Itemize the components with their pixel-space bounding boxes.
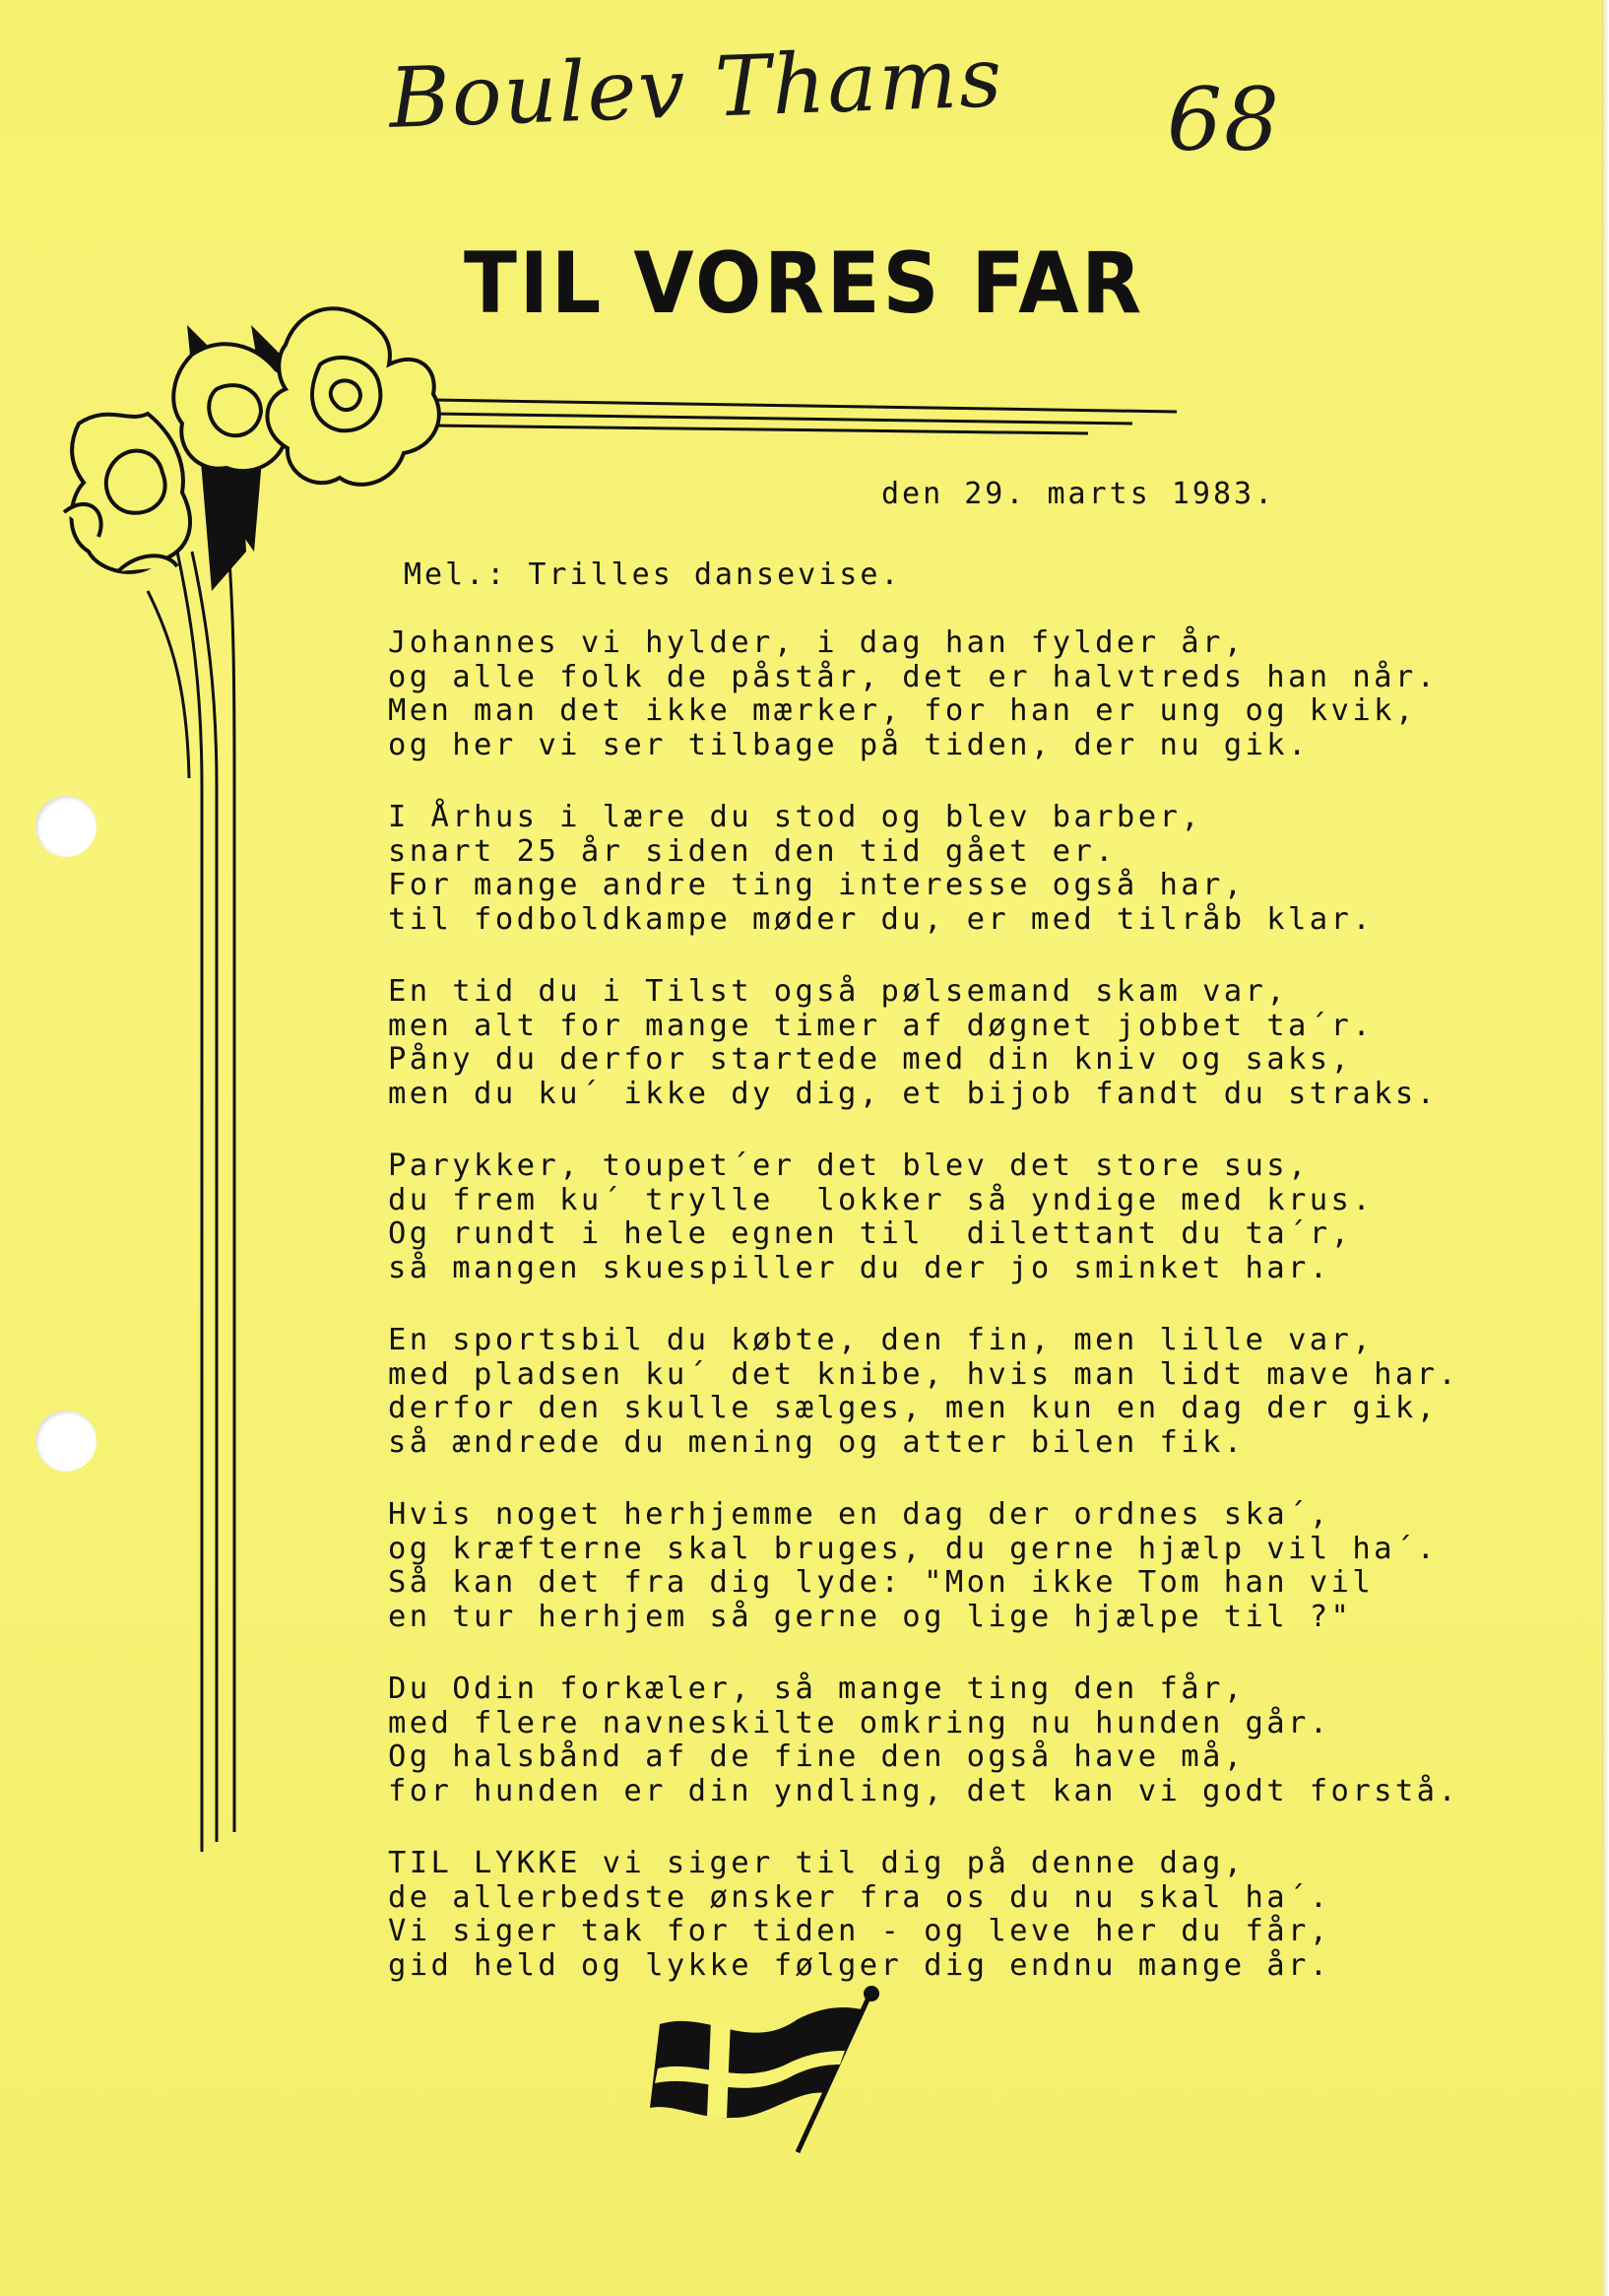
poem-line: Vi siger tak for tiden - og leve her du får, bbox=[388, 1914, 1331, 1948]
poem-line: Men man det ikke mærker, for han er ung og kvik, bbox=[388, 693, 1417, 728]
poem-line: med pladsen ku´ det knibe, hvis man lidt mave har. bbox=[388, 1356, 1460, 1392]
stanza bbox=[388, 975, 1520, 1111]
stanza bbox=[388, 626, 1520, 762]
poem-line: de allerbedste ønsker fra os du nu skal ha´. bbox=[388, 1879, 1331, 1915]
poem-line: for hunden er din yndling, det kan vi godt forstå. bbox=[388, 1773, 1460, 1808]
poem-line: snart 25 år siden den tid gået er. bbox=[388, 833, 1117, 869]
poem-line: men du ku´ ikke dy dig, et bijob fandt du straks. bbox=[388, 1076, 1439, 1111]
poem-line: Du Odin forkæler, så mange ting den får, bbox=[388, 1672, 1246, 1706]
poem bbox=[388, 626, 1520, 2021]
poem-line: I Århus i lære du stod og blev barber, bbox=[388, 800, 1202, 834]
poem-line: du frem ku´ trylle lokker så yndige med krus. bbox=[388, 1182, 1375, 1217]
poem-line: TIL LYKKE vi siger til dig på denne dag, bbox=[388, 1846, 1246, 1880]
poem-line: Parykker, toupet´er det blev det store sus, bbox=[388, 1148, 1310, 1183]
poem-line: men alt for mange timer af døgnet jobbet ta´r. bbox=[388, 1008, 1375, 1043]
poem-line: derfor den skulle sælges, men kun en dag der gik, bbox=[388, 1391, 1439, 1425]
poem-line: og her vi ser tilbage på tiden, der nu gik. bbox=[388, 727, 1310, 762]
poem-line: Og rundt i hele egnen til dilettant du ta´r, bbox=[388, 1216, 1353, 1251]
poem-line: Hvis noget herhjemme en dag der ordnes ska´, bbox=[388, 1497, 1331, 1532]
stanza bbox=[388, 801, 1520, 937]
handwritten-name: Boulev Thams bbox=[387, 29, 1005, 147]
poem-line: med flere navneskilte omkring nu hunden går. bbox=[388, 1705, 1331, 1740]
stanza bbox=[388, 1149, 1520, 1285]
poem-line: En sportsbil du købte, den fin, men lille var, bbox=[388, 1323, 1375, 1357]
poem-line: til fodboldkampe møder du, er med tilråb klar. bbox=[388, 901, 1375, 937]
poem-line: Og halsbånd af de fine den også have må, bbox=[388, 1739, 1246, 1774]
poem-line: og kræfterne skal bruges, du gerne hjælp vil ha´. bbox=[388, 1531, 1439, 1566]
melody-note: Mel.: Trilles dansevise. bbox=[404, 558, 902, 592]
poem-line: En tid du i Tilst også pølsemand skam var, bbox=[388, 974, 1289, 1009]
stanza bbox=[388, 1498, 1520, 1634]
stanza bbox=[388, 1673, 1520, 1808]
poem-line: så mangen skuespiller du der jo sminket har. bbox=[388, 1250, 1331, 1285]
page-title: TIL VORES FAR bbox=[463, 234, 1144, 333]
poem-line: Påny du derfor startede med din kniv og saks, bbox=[388, 1042, 1353, 1077]
poem-line: Johannes vi hylder, i dag han fylder år, bbox=[388, 625, 1246, 660]
poem-line: så ændrede du mening og atter bilen fik. bbox=[388, 1424, 1246, 1460]
danish-flag-icon bbox=[640, 1980, 896, 2157]
poem-line: gid held og lykke følger dig endnu mange år. bbox=[388, 1947, 1331, 1983]
poem-line: For mange andre ting interesse også har, bbox=[388, 868, 1246, 902]
handwritten-number: 68 bbox=[1167, 69, 1281, 170]
poem-line: og alle folk de påstår, det er halvtreds han når. bbox=[388, 659, 1439, 694]
poem-date: den 29. marts 1983. bbox=[881, 477, 1276, 511]
stanza bbox=[388, 1324, 1520, 1460]
stanza bbox=[388, 1847, 1520, 1983]
poem-line: en tur herhjem så gerne og lige hjælpe til ?" bbox=[388, 1599, 1353, 1634]
poem-line: Så kan det fra dig lyde: "Mon ikke Tom han vil bbox=[388, 1565, 1375, 1600]
